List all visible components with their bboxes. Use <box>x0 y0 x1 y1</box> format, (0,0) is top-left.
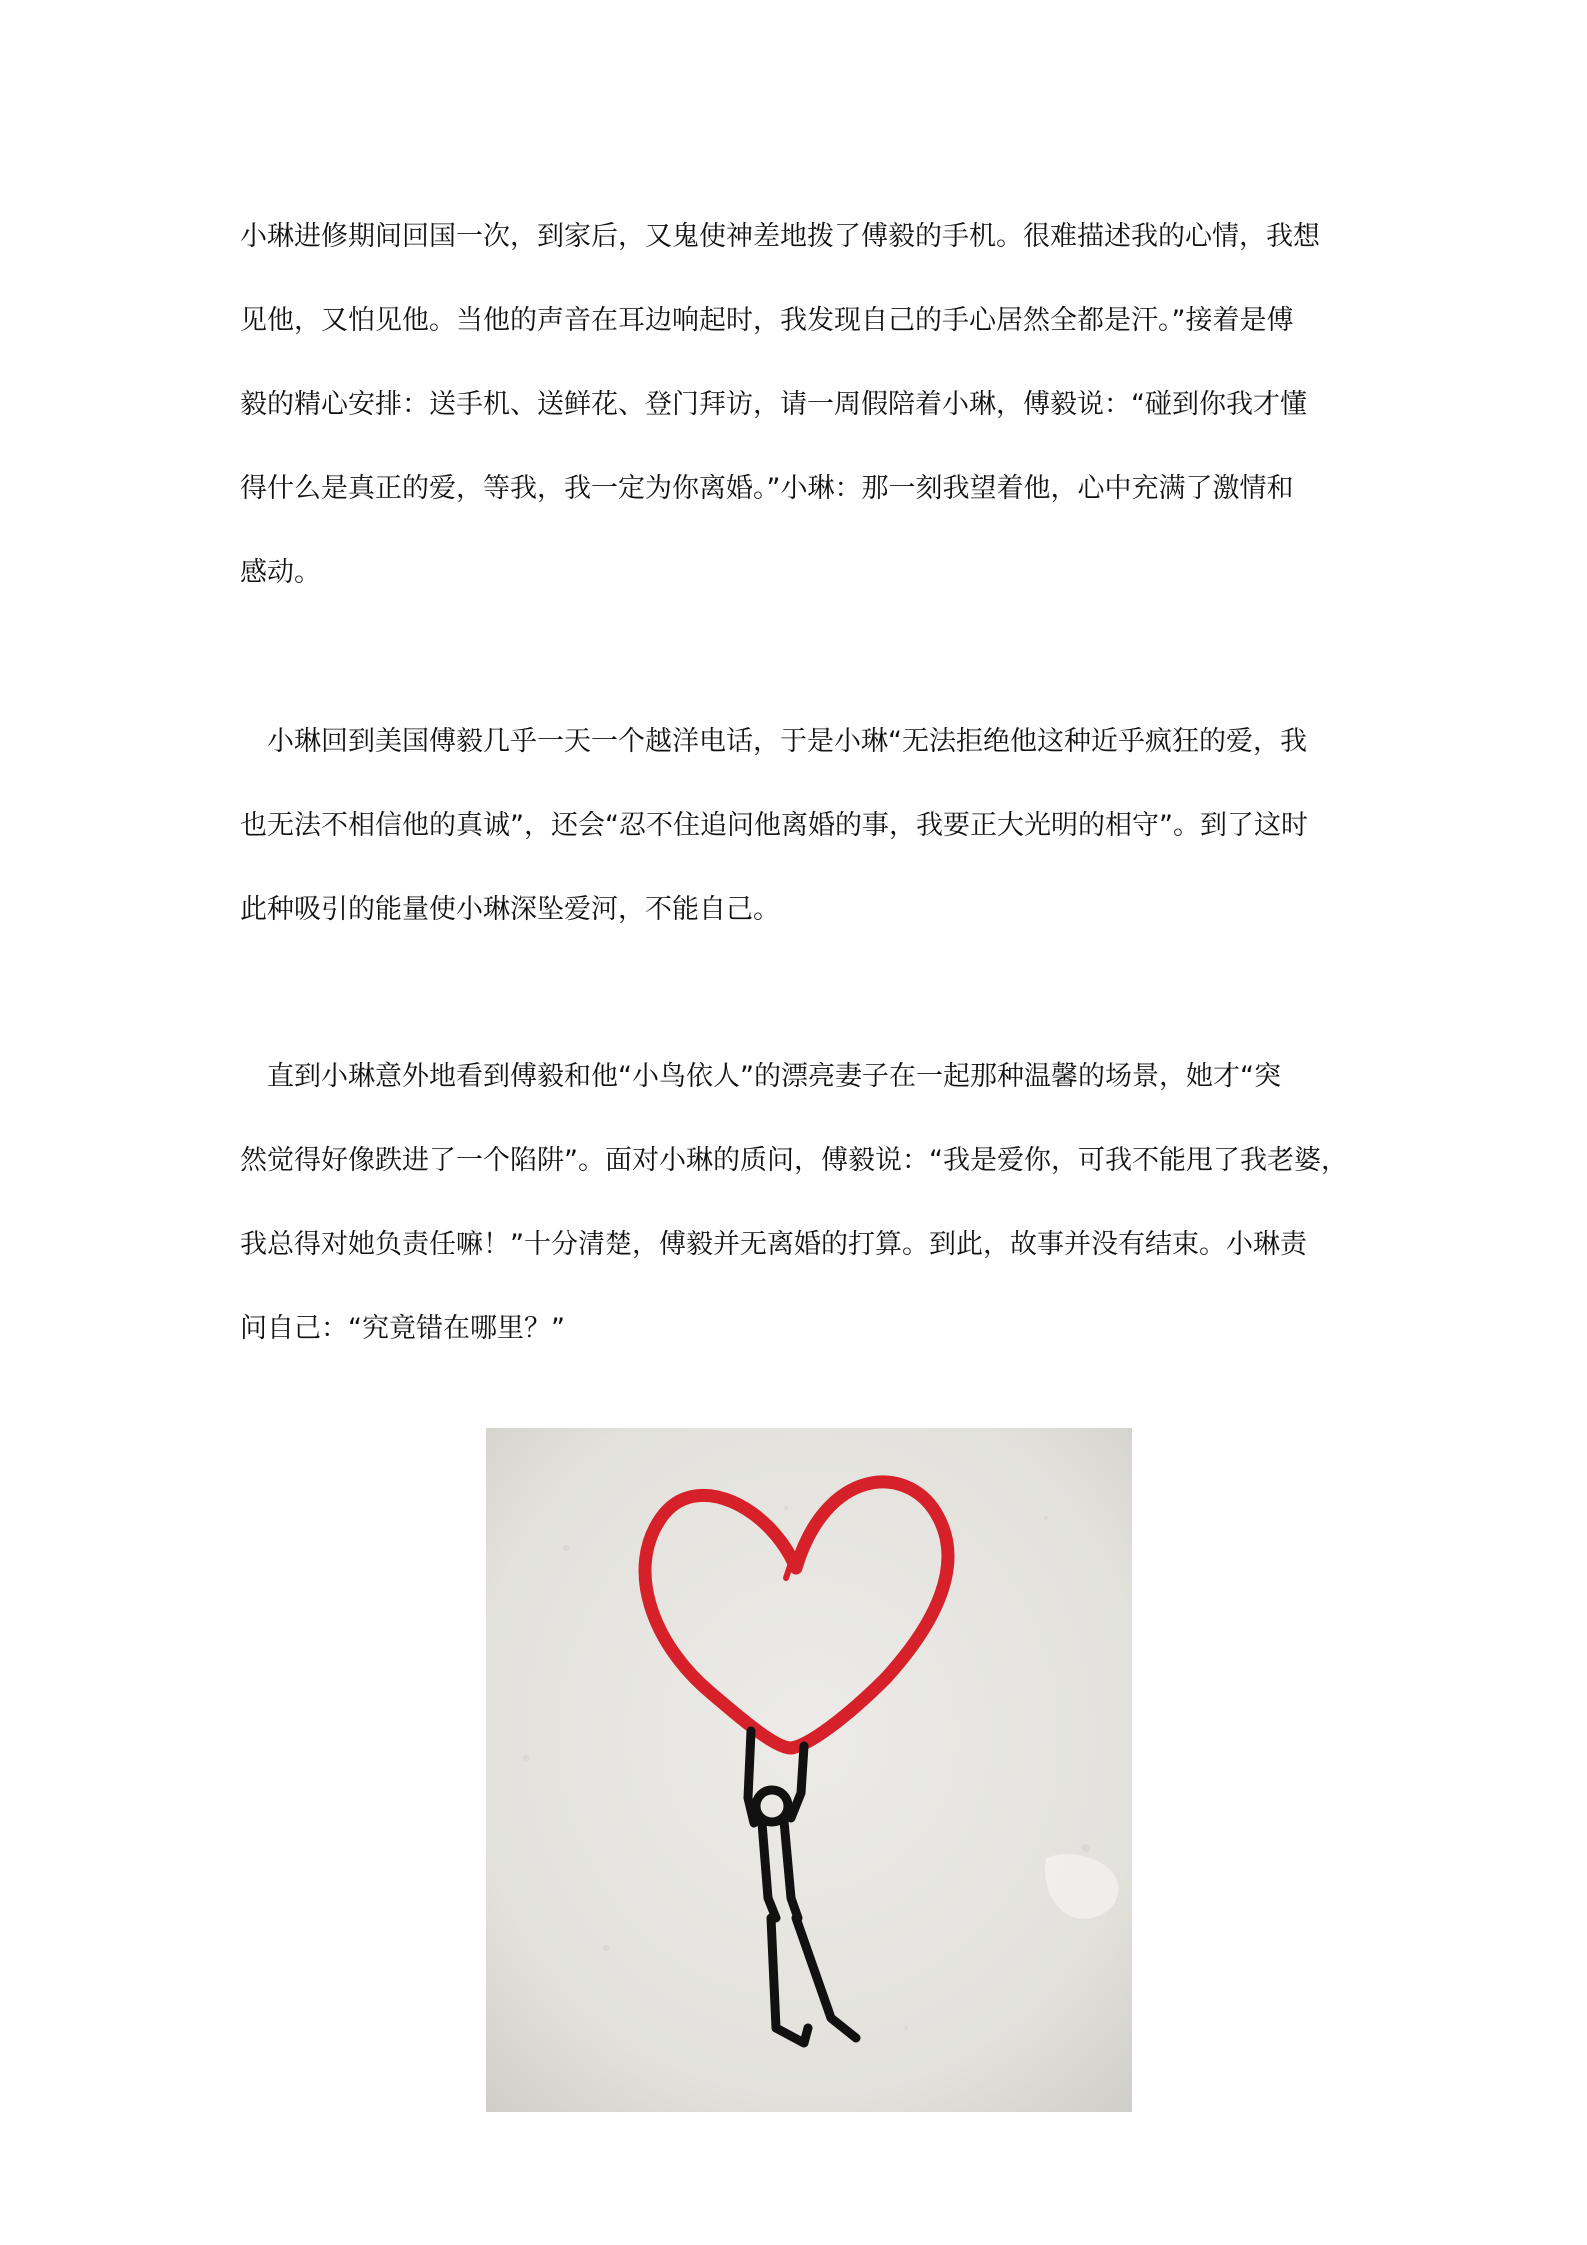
paragraph-line: 小琳进修期间回国一次，到家后，又鬼使神差地拨了傅毅的手机。很难描述我的心情，我想 <box>240 221 1320 252</box>
graffiti-image <box>486 1428 1132 2112</box>
paragraph-line: 小琳回到美国傅毅几乎一天一个越洋电话，于是小琳“无法拒绝他这种近乎疯狂的爱，我 <box>240 726 1307 757</box>
paragraph-line: 得什么是真正的爱，等我，我一定为你离婚。”小琳：那一刻我望着他，心中充满了激情和 <box>240 473 1294 504</box>
paragraph-2 <box>240 700 1360 952</box>
paragraph-line: 也无法不相信他的真诚”，还会“忍不住追问他离婚的事，我要正大光明的相守”。到了这时 <box>240 810 1308 841</box>
heart-balloon-illustration <box>486 1428 1132 2112</box>
paragraph-line: 我总得对她负责任嘛！”十分清楚，傅毅并无离婚的打算。到此，故事并没有结束。小琳责 <box>240 1229 1307 1260</box>
paragraph-line: 然觉得好像跌进了一个陷阱”。面对小琳的质问，傅毅说：“我是爱你，可我不能甩了我老婆， <box>240 1145 1348 1176</box>
paragraph-line: 此种吸引的能量使小琳深坠爱河，不能自己。 <box>240 894 780 925</box>
paragraph-line: 感动。 <box>240 557 321 588</box>
paragraph-line: 直到小琳意外地看到傅毅和他“小鸟依人”的漂亮妻子在一起那种温馨的场景，她才“突 <box>240 1061 1281 1092</box>
paragraph-line: 见他，又怕见他。当他的声音在耳边响起时，我发现自己的手心居然全都是汗。”接着是傅 <box>240 305 1294 336</box>
paragraph-line: 问自己：“究竟错在哪里？” <box>240 1313 565 1344</box>
paragraph-line: 毅的精心安排：送手机、送鲜花、登门拜访，请一周假陪着小琳，傅毅说：“碰到你我才懂 <box>240 389 1307 420</box>
paragraph-3 <box>240 1035 1360 1371</box>
paragraph-1 <box>240 195 1360 615</box>
